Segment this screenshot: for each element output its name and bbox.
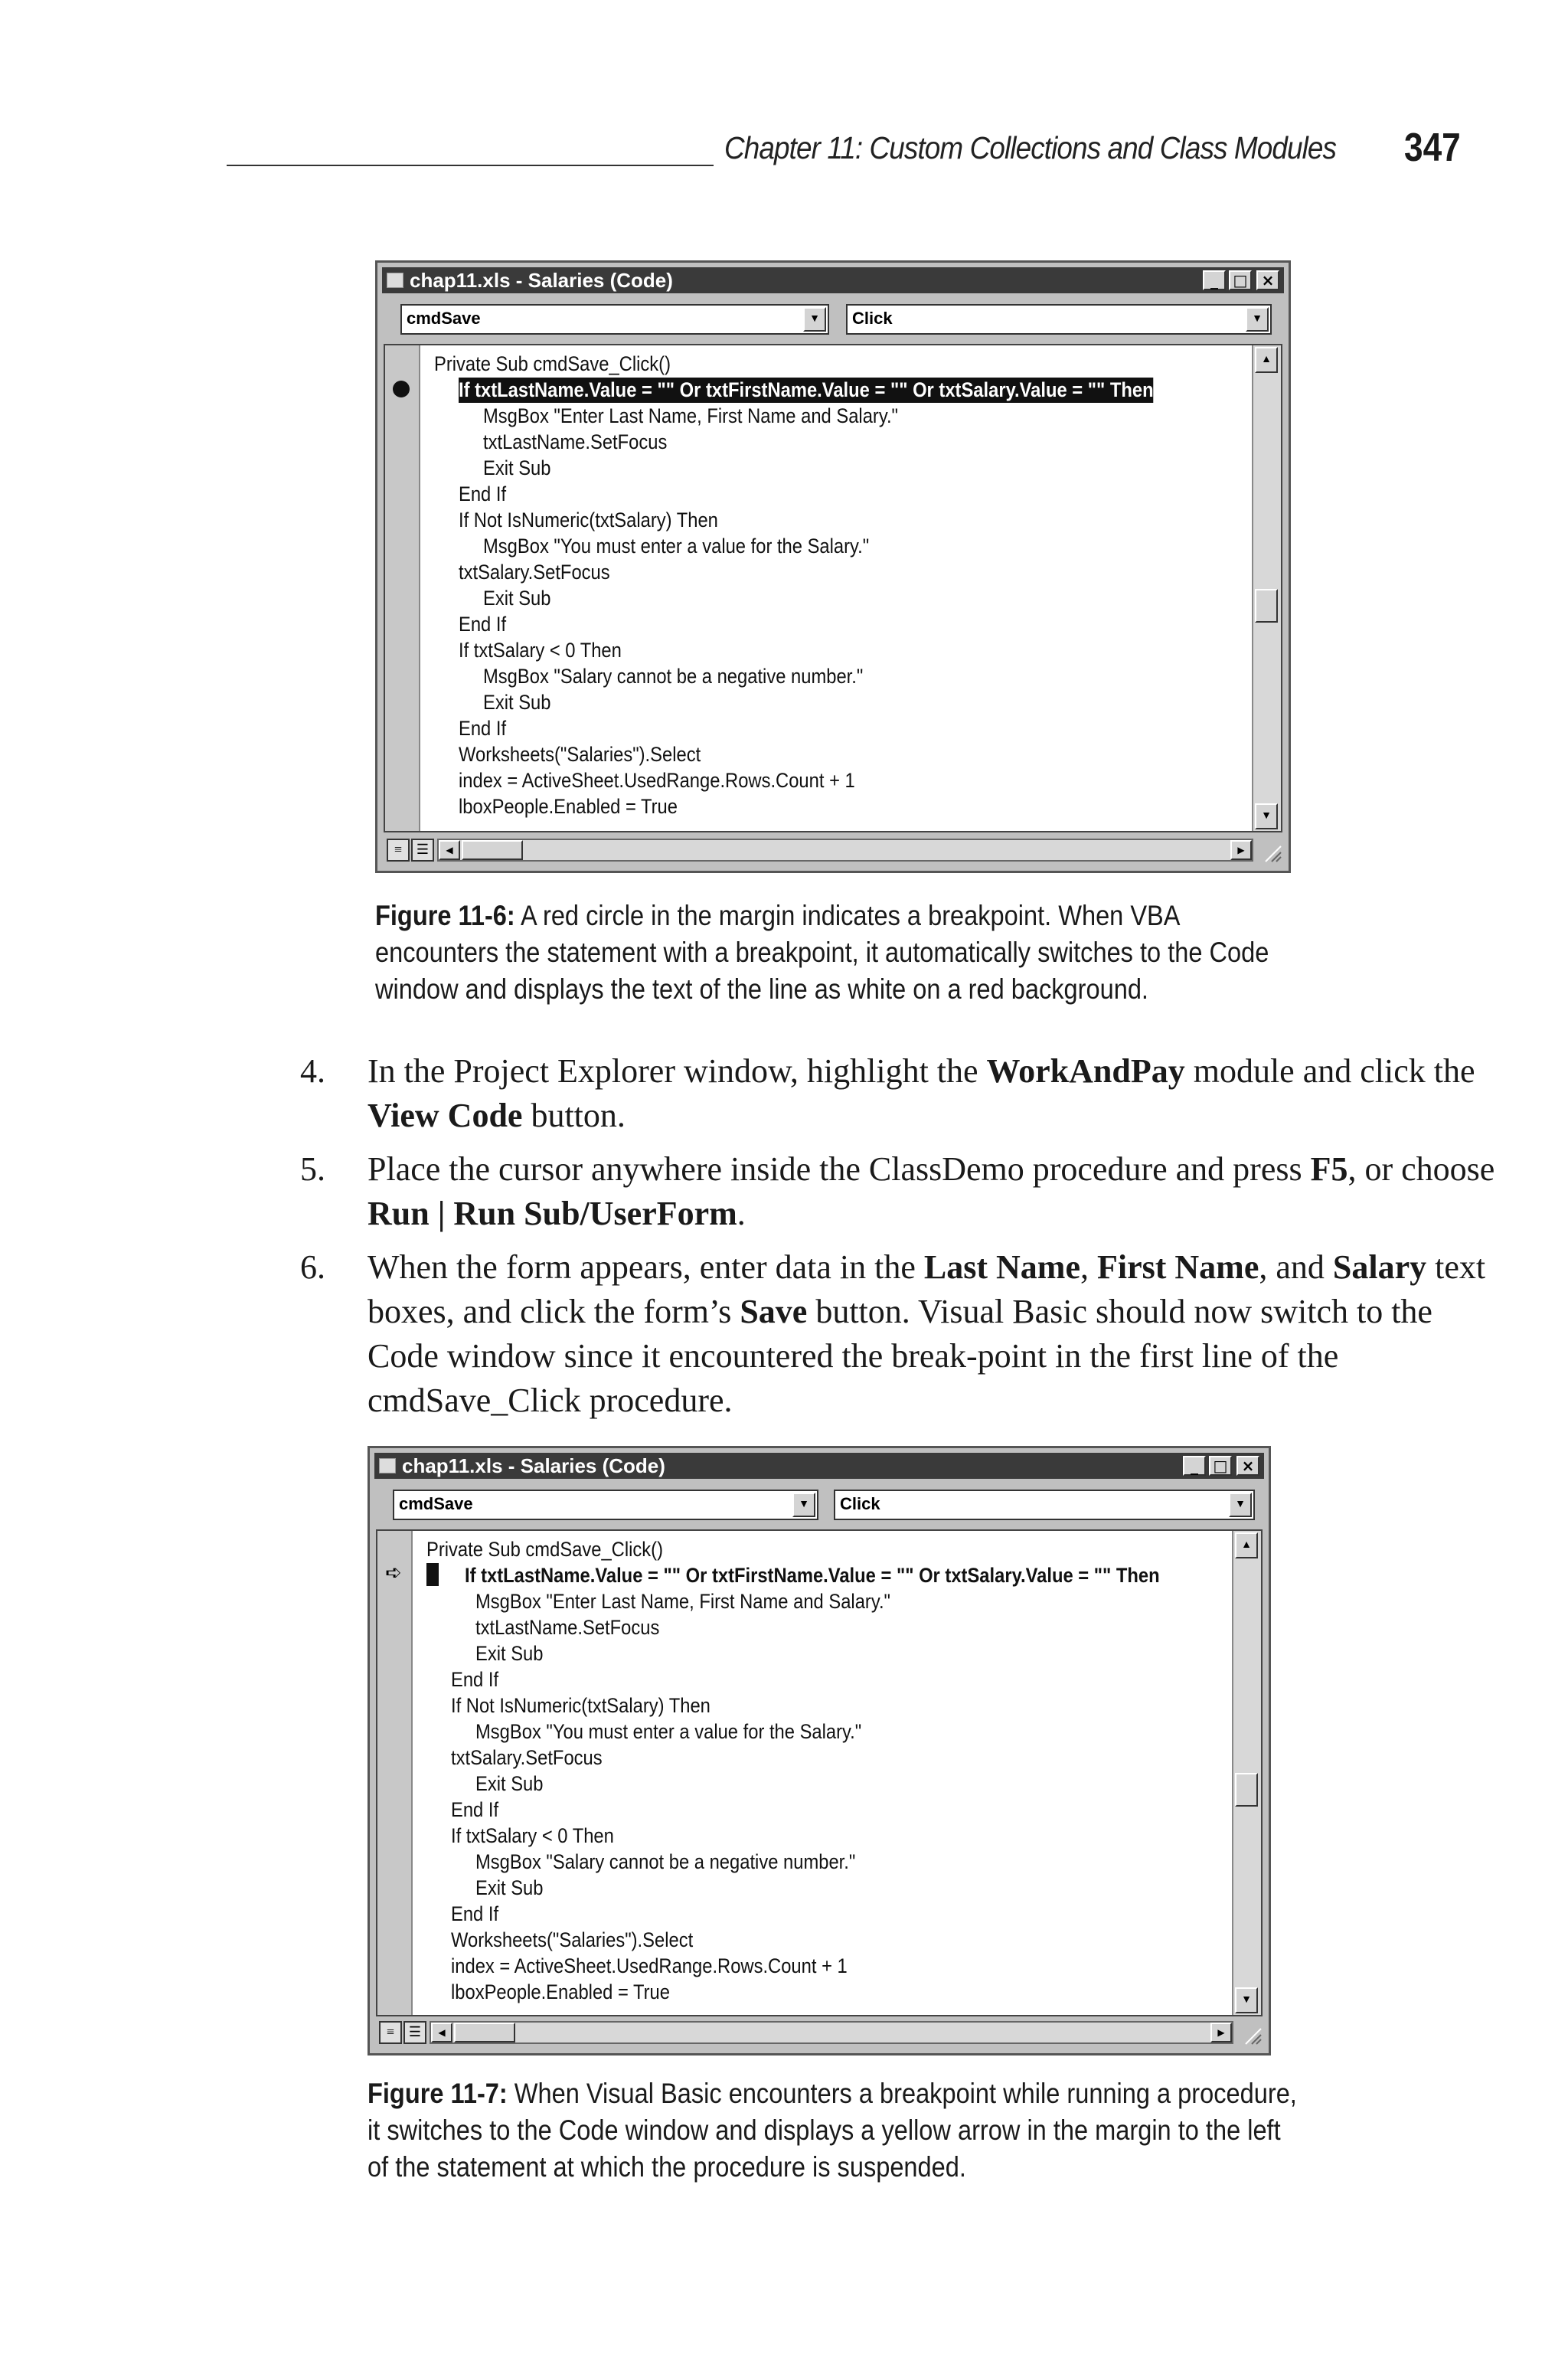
window-icon <box>379 1458 396 1473</box>
page-number: 347 <box>1404 126 1461 170</box>
procedure-view-icon[interactable]: ≡ <box>387 839 410 862</box>
chevron-down-icon[interactable]: ▼ <box>1229 1493 1252 1517</box>
chevron-down-icon[interactable]: ▼ <box>803 307 826 332</box>
figure-11-7-caption <box>368 2075 1297 2186</box>
window-icon <box>387 273 403 288</box>
margin-indicator-bar[interactable] <box>377 1531 413 2015</box>
resize-grip-icon[interactable] <box>1240 2023 1263 2046</box>
code-line[interactable]: End If <box>451 1668 499 1691</box>
code-line[interactable]: End If <box>451 1902 499 1925</box>
code-window-figure-11-6 <box>375 260 1291 873</box>
code-line[interactable]: lboxPeople.Enabled = True <box>459 795 678 818</box>
vertical-scrollbar[interactable] <box>1232 1531 1261 2015</box>
step-number: 6. <box>300 1248 325 1286</box>
code-line[interactable]: Exit Sub <box>475 1642 544 1665</box>
vertical-scrollbar[interactable] <box>1252 345 1281 831</box>
chevron-down-icon[interactable]: ▼ <box>1246 307 1269 332</box>
minimize-button[interactable]: _ <box>1183 1456 1206 1476</box>
bottom-bar <box>376 2018 1263 2047</box>
code-line[interactable]: Worksheets("Salaries").Select <box>451 1928 694 1951</box>
caption-text: When Visual Basic encounters a breakpoint while running a procedure, it switches to the Code window and displays a yellow arrow in the margin to the left of the statement at which the procedure is suspended. <box>368 2078 1297 2183</box>
code-line[interactable]: Exit Sub <box>483 691 551 714</box>
caption-label: Figure 11-6: <box>375 900 515 931</box>
code-line[interactable]: MsgBox "You must enter a value for the Salary." <box>475 1720 862 1743</box>
code-area[interactable] <box>384 344 1282 832</box>
code-line[interactable]: Private Sub cmdSave_Click() <box>426 1538 663 1561</box>
code-line[interactable]: If txtLastName.Value = "" Or txtFirstName.Value = "" Or txtSalary.Value = "" Then <box>459 378 1154 401</box>
caption-label: Figure 11-7: <box>368 2078 508 2109</box>
code-line[interactable]: index = ActiveSheet.UsedRange.Rows.Count + 1 <box>459 769 855 792</box>
close-button[interactable]: × <box>1256 270 1279 290</box>
minimize-button[interactable]: _ <box>1203 270 1226 290</box>
object-combo[interactable] <box>393 1490 818 1520</box>
object-combo[interactable] <box>400 304 829 335</box>
code-line[interactable]: MsgBox "Enter Last Name, First Name and Salary." <box>483 404 898 427</box>
maximize-button[interactable]: □ <box>1229 270 1252 290</box>
code-line[interactable]: txtSalary.SetFocus <box>459 561 610 584</box>
code-line[interactable]: txtLastName.SetFocus <box>483 430 668 453</box>
full-module-view-icon[interactable]: ☰ <box>411 839 434 862</box>
scroll-left-icon[interactable]: ◀ <box>439 840 460 860</box>
bottom-bar <box>384 836 1282 865</box>
scroll-left-icon[interactable]: ◀ <box>431 2023 452 2042</box>
scroll-up-icon[interactable]: ▲ <box>1235 1532 1258 1558</box>
scroll-thumb[interactable] <box>1235 1773 1258 1807</box>
text-cursor <box>426 1563 439 1586</box>
chapter-title: Chapter 11: Custom Collections and Class Modules <box>724 130 1337 165</box>
scroll-right-icon[interactable]: ▶ <box>1230 840 1252 860</box>
procedure-combo[interactable] <box>846 304 1272 335</box>
code-line[interactable]: txtLastName.SetFocus <box>475 1616 660 1639</box>
code-line[interactable]: MsgBox "You must enter a value for the Salary." <box>483 535 870 558</box>
procedure-view-icon[interactable]: ≡ <box>379 2021 402 2044</box>
title-bar <box>382 267 1284 293</box>
procedure-combo-value: Click <box>852 309 893 328</box>
horizontal-scroll-thumb[interactable] <box>454 2023 515 2042</box>
code-line[interactable]: If txtLastName.Value = "" Or txtFirstName.Value = "" Or txtSalary.Value = "" Then <box>465 1564 1160 1587</box>
object-combo-value: cmdSave <box>407 309 481 328</box>
code-line[interactable]: Private Sub cmdSave_Click() <box>434 352 671 375</box>
code-line[interactable]: Exit Sub <box>475 1876 544 1899</box>
title-bar <box>374 1453 1264 1479</box>
code-line[interactable]: index = ActiveSheet.UsedRange.Rows.Count + 1 <box>451 1954 848 1977</box>
step-number: 5. <box>300 1150 325 1188</box>
code-line[interactable]: MsgBox "Enter Last Name, First Name and Salary." <box>475 1590 890 1613</box>
code-line[interactable]: MsgBox "Salary cannot be a negative number." <box>483 665 864 688</box>
code-line[interactable]: Exit Sub <box>483 587 551 610</box>
code-window-figure-11-7 <box>368 1446 1271 2055</box>
header-rule <box>227 165 714 166</box>
code-line[interactable]: End If <box>459 482 507 505</box>
scroll-thumb[interactable] <box>1255 589 1278 623</box>
code-line[interactable]: lboxPeople.Enabled = True <box>451 1980 670 2003</box>
procedure-combo-value: Click <box>840 1494 880 1513</box>
object-combo-value: cmdSave <box>399 1494 473 1513</box>
horizontal-scrollbar[interactable] <box>430 2021 1233 2044</box>
full-module-view-icon[interactable]: ☰ <box>403 2021 426 2044</box>
code-line[interactable]: Worksheets("Salaries").Select <box>459 743 701 766</box>
scroll-down-icon[interactable]: ▼ <box>1255 803 1278 829</box>
code-line[interactable]: MsgBox "Salary cannot be a negative number." <box>475 1850 856 1873</box>
horizontal-scrollbar[interactable] <box>437 839 1253 862</box>
caption-text: A red circle in the margin indicates a breakpoint. When VBA encounters the statement with a breakpoint, it automatically switches to the Code window and displays the text of the line as white on a red background. <box>375 900 1269 1005</box>
step-text: When the form appears, enter data in the Last Name, First Name, and Salary text boxes, and click the form’s Save button. Visual Basic should now switch to the Code window since it encountered the break-point in the first line of the cmdSave_Click procedure. <box>368 1248 1486 1419</box>
code-area[interactable] <box>376 1529 1263 2016</box>
code-line[interactable]: If txtSalary < 0 Then <box>459 639 622 662</box>
horizontal-scroll-thumb[interactable] <box>462 840 523 860</box>
scroll-down-icon[interactable]: ▼ <box>1235 1987 1258 2013</box>
resize-grip-icon[interactable] <box>1259 840 1282 863</box>
maximize-button[interactable]: □ <box>1209 1456 1232 1476</box>
window-title: chap11.xls - Salaries (Code) <box>402 1454 665 1477</box>
step-text: Place the cursor anywhere inside the ClassDemo procedure and press F5, or choose Run | Run Sub/UserForm. <box>368 1150 1495 1232</box>
code-line[interactable]: If txtSalary < 0 Then <box>451 1824 614 1847</box>
code-line[interactable]: txtSalary.SetFocus <box>451 1746 603 1769</box>
code-line[interactable]: Exit Sub <box>483 456 551 479</box>
scroll-up-icon[interactable]: ▲ <box>1255 347 1278 373</box>
chevron-down-icon[interactable]: ▼ <box>792 1493 815 1517</box>
execution-arrow-icon: ➪ <box>385 1562 402 1584</box>
code-line[interactable]: End If <box>459 613 507 636</box>
window-title: chap11.xls - Salaries (Code) <box>410 269 673 292</box>
step-number: 4. <box>300 1052 325 1090</box>
margin-indicator-bar[interactable] <box>385 345 420 831</box>
code-line[interactable]: If Not IsNumeric(txtSalary) Then <box>459 509 718 531</box>
code-line[interactable]: If Not IsNumeric(txtSalary) Then <box>451 1694 710 1717</box>
scroll-right-icon[interactable]: ▶ <box>1210 2023 1232 2042</box>
breakpoint-icon <box>393 381 410 397</box>
procedure-combo[interactable] <box>834 1490 1255 1520</box>
code-line[interactable]: Exit Sub <box>475 1772 544 1795</box>
figure-11-6-caption <box>375 898 1305 1008</box>
code-line[interactable]: End If <box>451 1798 499 1821</box>
close-button[interactable]: × <box>1236 1456 1259 1476</box>
step-text: In the Project Explorer window, highlight the WorkAndPay module and click the View Code button. <box>368 1052 1475 1134</box>
code-line[interactable]: End If <box>459 717 507 740</box>
